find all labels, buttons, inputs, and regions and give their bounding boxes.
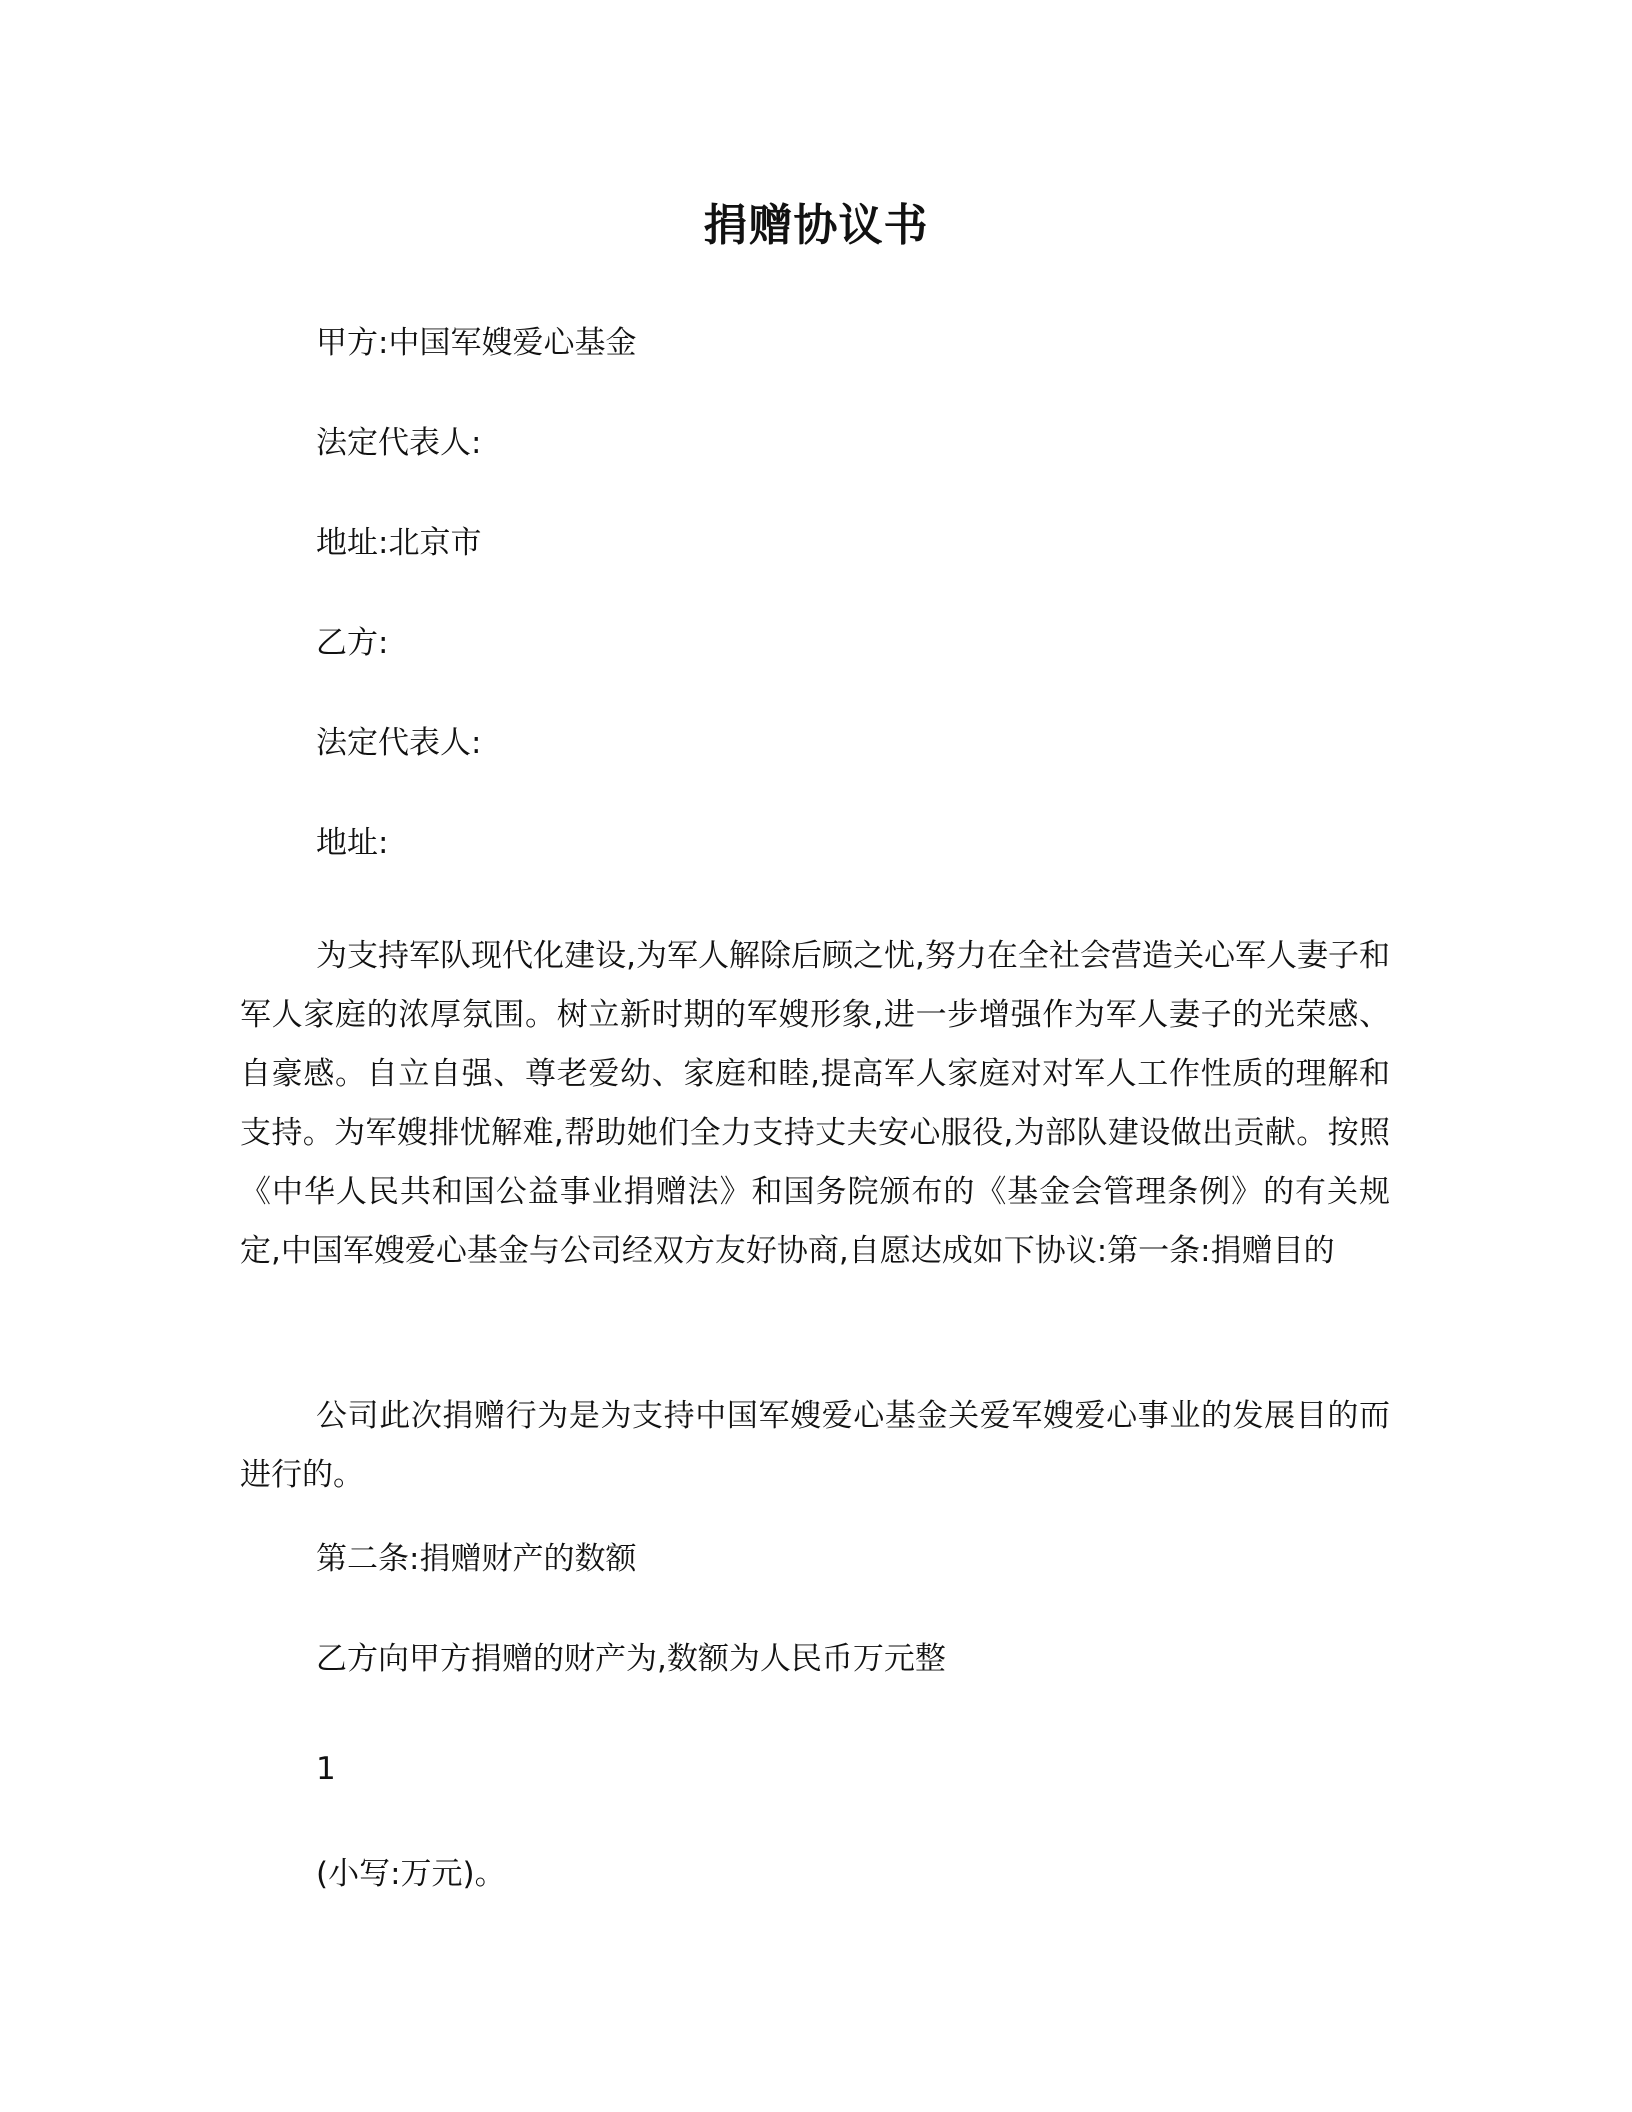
party-a-line: 甲方:中国军嫂爱心基金 <box>316 325 637 361</box>
article-2-heading: 第二条:捐赠财产的数额 <box>316 1541 637 1577</box>
party-b-line: 乙方: <box>316 625 389 661</box>
preamble-paragraph: 为支持军队现代化建设,为军人解除后顾之忧,努力在全社会营造关心军人妻子和军人家庭的浓厚氛围。树立新时期的军嫂形象,进一步增强作为军人妻子的光荣感、自豪感。自立自强、尊老爱幼、家庭和睦,提高军人家庭对对军人工作性质的理解和支持。为军嫂排忧解难,帮助她们全力支持丈夫安心服役,为部队建设做出贡献。按照《中华人民共和国公益事业捐赠法》和国务院颁布的《基金会管理条例》的有关规定,中国军嫂爱心基金与公司经双方友好协商,自愿达成如下协议:第一条:捐赠目的 <box>240 938 1390 1269</box>
party-b-representative-line: 法定代表人: <box>316 725 482 761</box>
purpose-paragraph: 公司此次捐赠行为是为支持中国军嫂爱心基金关爱军嫂爱心事业的发展目的而进行的。 <box>240 1398 1390 1493</box>
document-title: 捐赠协议书 <box>703 200 929 251</box>
party-a-address-line: 地址:北京市 <box>316 525 482 561</box>
party-a-representative-line: 法定代表人: <box>316 425 482 461</box>
party-b-address-line: 地址: <box>316 825 389 861</box>
article-2-text: 乙方向甲方捐赠的财产为,数额为人民币万元整 <box>316 1641 946 1677</box>
page-number: 1 <box>316 1751 336 1787</box>
lowercase-amount-line: (小写:万元)。 <box>316 1856 506 1892</box>
